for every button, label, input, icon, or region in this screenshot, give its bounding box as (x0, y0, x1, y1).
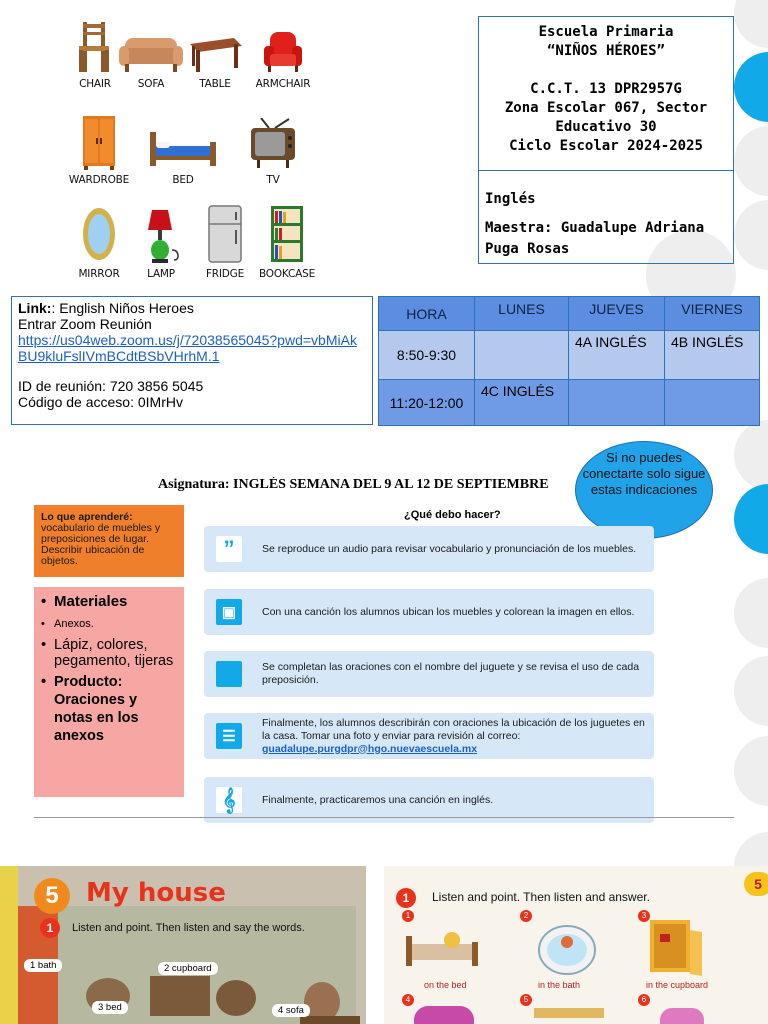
decor-circle (734, 200, 768, 270)
table-illustration (534, 1008, 604, 1018)
subject-label: Inglés (485, 191, 536, 207)
textbook-page-right (384, 866, 768, 1024)
furniture-item: BED (148, 110, 218, 196)
item-number: 4 (402, 994, 414, 1006)
teacher-info (479, 171, 733, 260)
scene-label: 2 cupboard (158, 962, 218, 975)
furniture-item: FRIDGE (190, 204, 260, 290)
speech-bubble: Si no puedes conectarte solo sigue estas indicaciones (575, 441, 713, 539)
teacher-name-line1: Maestra: Guadalupe Adriana (485, 220, 705, 236)
mirror-icon (64, 204, 134, 264)
materials-supplies: • Lápiz, colores, pegamento, tijeras (40, 637, 178, 669)
learning-goals-box (34, 505, 184, 577)
learning-text: vocabulario de muebles y preposiciones de lugar. Describir ubicación de objetos. (41, 522, 161, 567)
scene-label: 4 sofa (272, 1004, 310, 1017)
furniture-item: ARMCHAIR (248, 14, 318, 100)
bath-icon (532, 920, 602, 980)
zoom-link-box (11, 296, 373, 425)
decor-circle (734, 484, 768, 554)
scene-label: 3 bed (92, 1001, 128, 1014)
materials-box (34, 587, 184, 797)
activity-badge: 1 (40, 918, 60, 938)
item-number: 2 (520, 910, 532, 922)
zoom-meeting-link[interactable]: https://us04web.zoom.us/j/72038565045?pwd=vbMiAkBU9kluFslIVmBCdtBSbVHrhM.1 (18, 332, 357, 364)
item-caption: in the bath (538, 980, 581, 990)
furniture-vocabulary (60, 14, 330, 286)
textbook-page-left (0, 866, 366, 1024)
bed-icon (402, 920, 482, 980)
school-sector: Educativo 30 (555, 119, 657, 135)
step-text: Finalmente, los alumnos describirán con oraciones la ubicación de los juguetes en la casa. Tomar una foto y enviar para revisión al correo: guadalupe.purgdpr@hgo.nuevaescuela.mx (262, 716, 645, 755)
item-number: 5 (520, 994, 532, 1006)
table-cell: 4A INGLÉS (569, 331, 665, 380)
decor-circle (734, 420, 768, 490)
header-viernes: VIERNES (665, 297, 760, 331)
step-text: Se completan las oraciones con el nombre del juguete y se revisa el uso de cada preposición. (262, 661, 640, 686)
quote-icon: ” (216, 536, 242, 562)
table-cell: 4B INGLÉS (665, 331, 760, 380)
lamp-icon (126, 204, 196, 264)
subject-week-title: Asignatura: INGLÉS SEMANA DEL 9 AL 12 DE SEPTIEMBRE (158, 477, 549, 492)
learning-label: Lo que aprenderé: (41, 511, 133, 523)
activity-instruction: Listen and point. Then listen and answer. (432, 890, 650, 904)
music-icon: 𝄞 (216, 787, 242, 813)
step-text: Finalmente, practicaremos una canción en inglés. (262, 793, 494, 806)
item-caption: on the bed (424, 980, 467, 990)
school-info-box (478, 16, 734, 264)
decor-circle (734, 0, 768, 48)
step-item (204, 651, 654, 697)
sofa-icon (116, 14, 186, 74)
zoom-entry-text: Entrar Zoom Reunión (18, 316, 152, 332)
list-icon: ☰ (216, 723, 242, 749)
furniture-item: TABLE (180, 14, 250, 100)
header-lunes: LUNES (475, 297, 569, 331)
table-cell (665, 380, 760, 426)
armchair-illustration (660, 1008, 704, 1024)
item-caption: in the cupboard (646, 980, 709, 990)
table-row (379, 380, 760, 426)
square-icon (216, 661, 242, 687)
armchair-icon (248, 14, 318, 74)
scene-label: 1 bath (24, 959, 62, 972)
teacher-name-line2: Puga Rosas (485, 241, 570, 257)
wardrobe-icon (64, 110, 134, 170)
table-cell: 11:20-12:00 (379, 380, 475, 426)
step-item (204, 589, 654, 635)
link-title: Link:: English Niños Heroes (18, 300, 194, 316)
table-icon (180, 14, 250, 74)
access-code: Código de acceso: 0IMrHv (18, 394, 183, 410)
tv-icon (238, 110, 308, 170)
materials-annex: • Anexos. (40, 617, 178, 631)
school-zona: Zona Escolar 067, Sector (504, 100, 708, 116)
bookcase-icon (252, 204, 322, 264)
decor-circle (734, 656, 768, 726)
school-name-line: Escuela Primaria (538, 24, 674, 40)
bed-icon (148, 110, 218, 170)
image-icon: ▣ (216, 599, 242, 625)
decor-circle (734, 52, 768, 122)
furniture-item: LAMP (126, 204, 196, 290)
step-text: Se reproduce un audio para revisar vocabulario y pronunciación de los muebles. (262, 542, 637, 555)
divider (34, 817, 734, 818)
table-cell: 8:50-9:30 (379, 331, 475, 380)
furniture-item: WARDROBE (64, 110, 134, 196)
furniture-item: CHAIR (60, 14, 130, 100)
email-link[interactable]: guadalupe.purgdpr@hgo.nuevaescuela.mx (262, 742, 478, 755)
table-cell (475, 331, 569, 380)
item-number: 1 (402, 910, 414, 922)
decor-circle (734, 126, 768, 196)
sofa-illustration (414, 1006, 474, 1024)
unit-badge: 5 (34, 878, 70, 914)
school-cct: C.C.T. 13 DPR2957G (530, 81, 682, 97)
furniture-item: MIRROR (64, 204, 134, 290)
activity-instruction: Listen and point. Then listen and say the words. (72, 922, 305, 934)
step-item (204, 713, 654, 759)
meeting-id: ID de reunión: 720 3856 5045 (18, 378, 204, 394)
item-number: 3 (638, 910, 650, 922)
furniture-item: TV (238, 110, 308, 196)
cupboard-icon (646, 916, 706, 976)
materials-title: • Materiales (40, 593, 178, 611)
decor-circle (734, 736, 768, 806)
table-cell (569, 380, 665, 426)
schedule-table (378, 296, 760, 426)
item-number: 6 (638, 994, 650, 1006)
table-row (379, 331, 760, 380)
header-hora: HORA (379, 297, 475, 331)
fridge-icon (190, 204, 260, 264)
school-name-quote: “NIÑOS HÉROES” (546, 43, 665, 59)
what-to-do-title: ¿Qué debo hacer? (404, 509, 501, 521)
step-item (204, 526, 654, 572)
school-header (479, 17, 733, 171)
step-text: Con una canción los alumnos ubican los muebles y colorean la imagen en ellos. (262, 605, 635, 618)
furniture-item: BOOKCASE (252, 204, 322, 290)
materials-product: • Producto: Oraciones y notas en los anexos (40, 673, 178, 745)
decor-circle (734, 578, 768, 648)
school-ciclo: Ciclo Escolar 2024-2025 (509, 138, 703, 154)
table-header-row (379, 297, 760, 331)
header-jueves: JUEVES (569, 297, 665, 331)
table-cell: 4C INGLÉS (475, 380, 569, 426)
furniture-item: SOFA (116, 14, 186, 100)
unit-title: My house (86, 878, 226, 908)
activity-badge: 1 (396, 888, 416, 908)
page-number-badge: 5 (744, 872, 768, 896)
